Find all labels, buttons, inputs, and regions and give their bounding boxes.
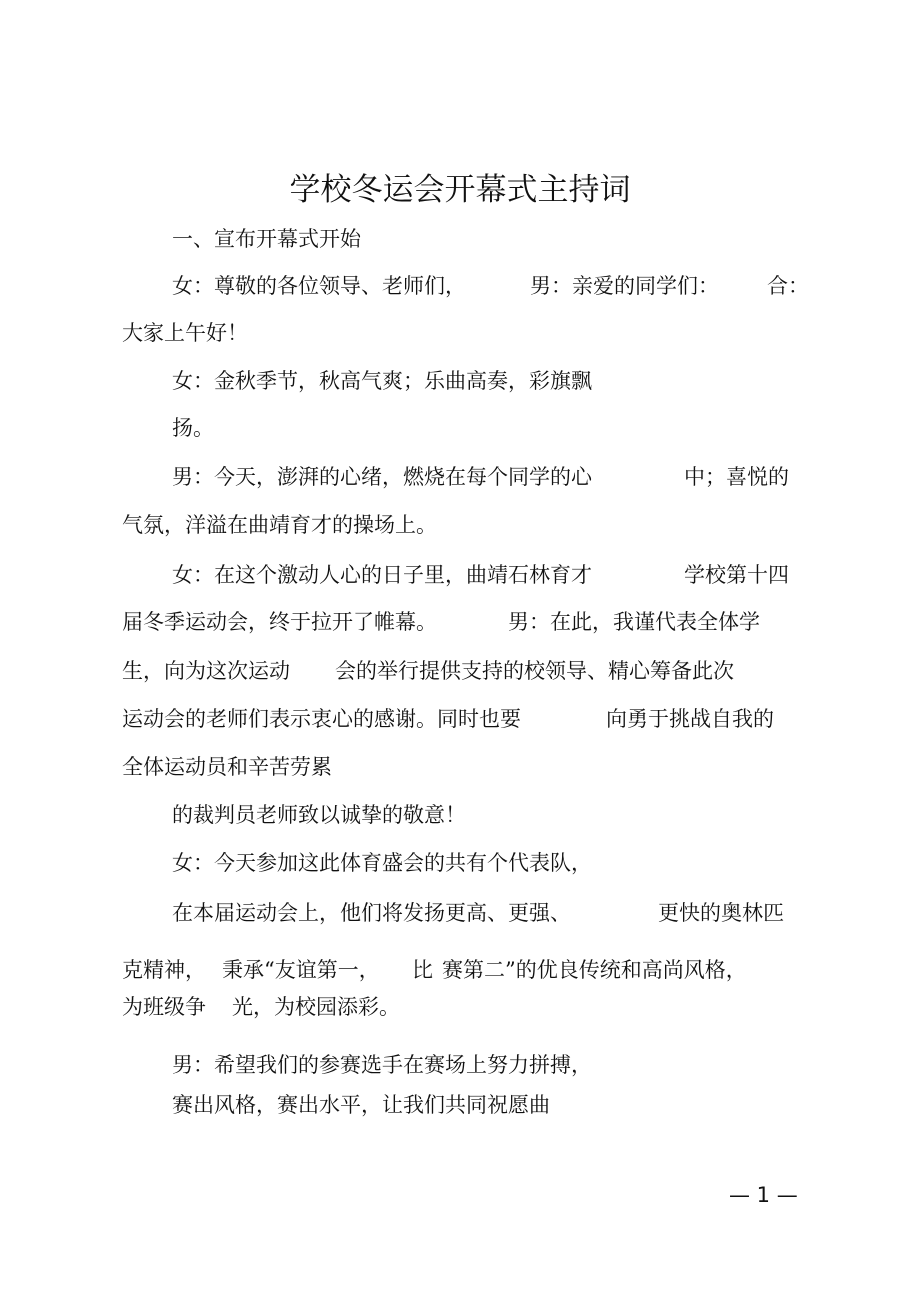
text-segment: 的裁判员老师致以诚挚的敬意！ — [172, 803, 466, 827]
text-line — [0, 224, 920, 254]
page-number: — 1 — — [729, 1183, 798, 1207]
text-line — [0, 752, 920, 782]
text-segment: 男：希望我们的参赛选手在赛场上努力拼搏， — [172, 1053, 592, 1077]
text-segment: 女：金秋季节，秋高气爽；乐曲高奏，彩旗飘 — [172, 369, 592, 393]
text-line — [0, 800, 920, 830]
text-line — [0, 656, 920, 686]
text-line — [0, 510, 920, 540]
text-line — [0, 318, 920, 348]
text-segment: 为班级争 — [122, 995, 206, 1019]
text-line — [0, 1050, 920, 1080]
text-segment: 扬。 — [172, 416, 214, 440]
document-title: 学校冬运会开幕式主持词 — [289, 172, 631, 208]
text-segment: 女：尊敬的各位领导、老师们， — [172, 274, 466, 298]
text-line — [0, 413, 920, 443]
text-segment: 赛第二”的优良传统和高尚风格， — [442, 958, 747, 982]
text-line — [0, 607, 920, 637]
text-line — [0, 560, 920, 590]
text-line — [0, 462, 920, 492]
text-segment: 生，向为这次运动 — [122, 659, 290, 683]
text-segment: 男：亲爱的同学们： — [530, 274, 719, 298]
text-segment: 克精神， — [122, 958, 206, 982]
text-segment: 大家上午好！ — [122, 321, 248, 345]
text-segment: 更快的奥林匹 — [658, 901, 784, 925]
text-segment: 学校第十四 — [684, 563, 789, 587]
text-segment: 一、宣布开幕式开始 — [172, 227, 361, 251]
text-segment: 光，为校园添彩。 — [232, 995, 400, 1019]
text-line — [0, 271, 920, 301]
text-segment: 中；喜悦的 — [684, 465, 789, 489]
text-segment: 男：今天，澎湃的心绪，燃烧在每个同学的心 — [172, 465, 592, 489]
text-segment: 全体运动员和辛苦劳累 — [122, 755, 332, 779]
text-segment: 比 — [412, 958, 433, 982]
text-segment: 气氛，洋溢在曲靖育才的操场上。 — [122, 513, 437, 537]
text-segment: 女：在这个激动人心的日子里，曲靖石林育才 — [172, 563, 592, 587]
text-segment: 男：在此，我谨代表全体学 — [508, 610, 760, 634]
text-line — [0, 848, 920, 878]
text-line — [0, 704, 920, 734]
text-segment: 运动会的老师们表示衷心的感谢。同时也要 — [122, 707, 521, 731]
text-segment: 女：今天参加这此体育盛会的共有个代表队， — [172, 851, 592, 875]
text-line — [0, 366, 920, 396]
text-line — [0, 1090, 920, 1120]
text-segment: 赛出风格，赛出水平，让我们共同祝愿曲 — [172, 1093, 550, 1117]
text-segment: 合： — [767, 274, 809, 298]
text-segment: 在本届运动会上，他们将发扬更高、更强、 — [172, 901, 571, 925]
text-line — [0, 955, 920, 985]
text-segment: 秉承“友谊第一， — [222, 958, 380, 982]
text-line — [0, 898, 920, 928]
text-segment: 向勇于挑战自我的 — [606, 707, 774, 731]
text-segment: 会的举行提供支持的校领导、精心筹备此次 — [335, 659, 734, 683]
text-line — [0, 992, 920, 1022]
text-segment: 届冬季运动会，终于拉开了帷幕。 — [122, 610, 437, 634]
